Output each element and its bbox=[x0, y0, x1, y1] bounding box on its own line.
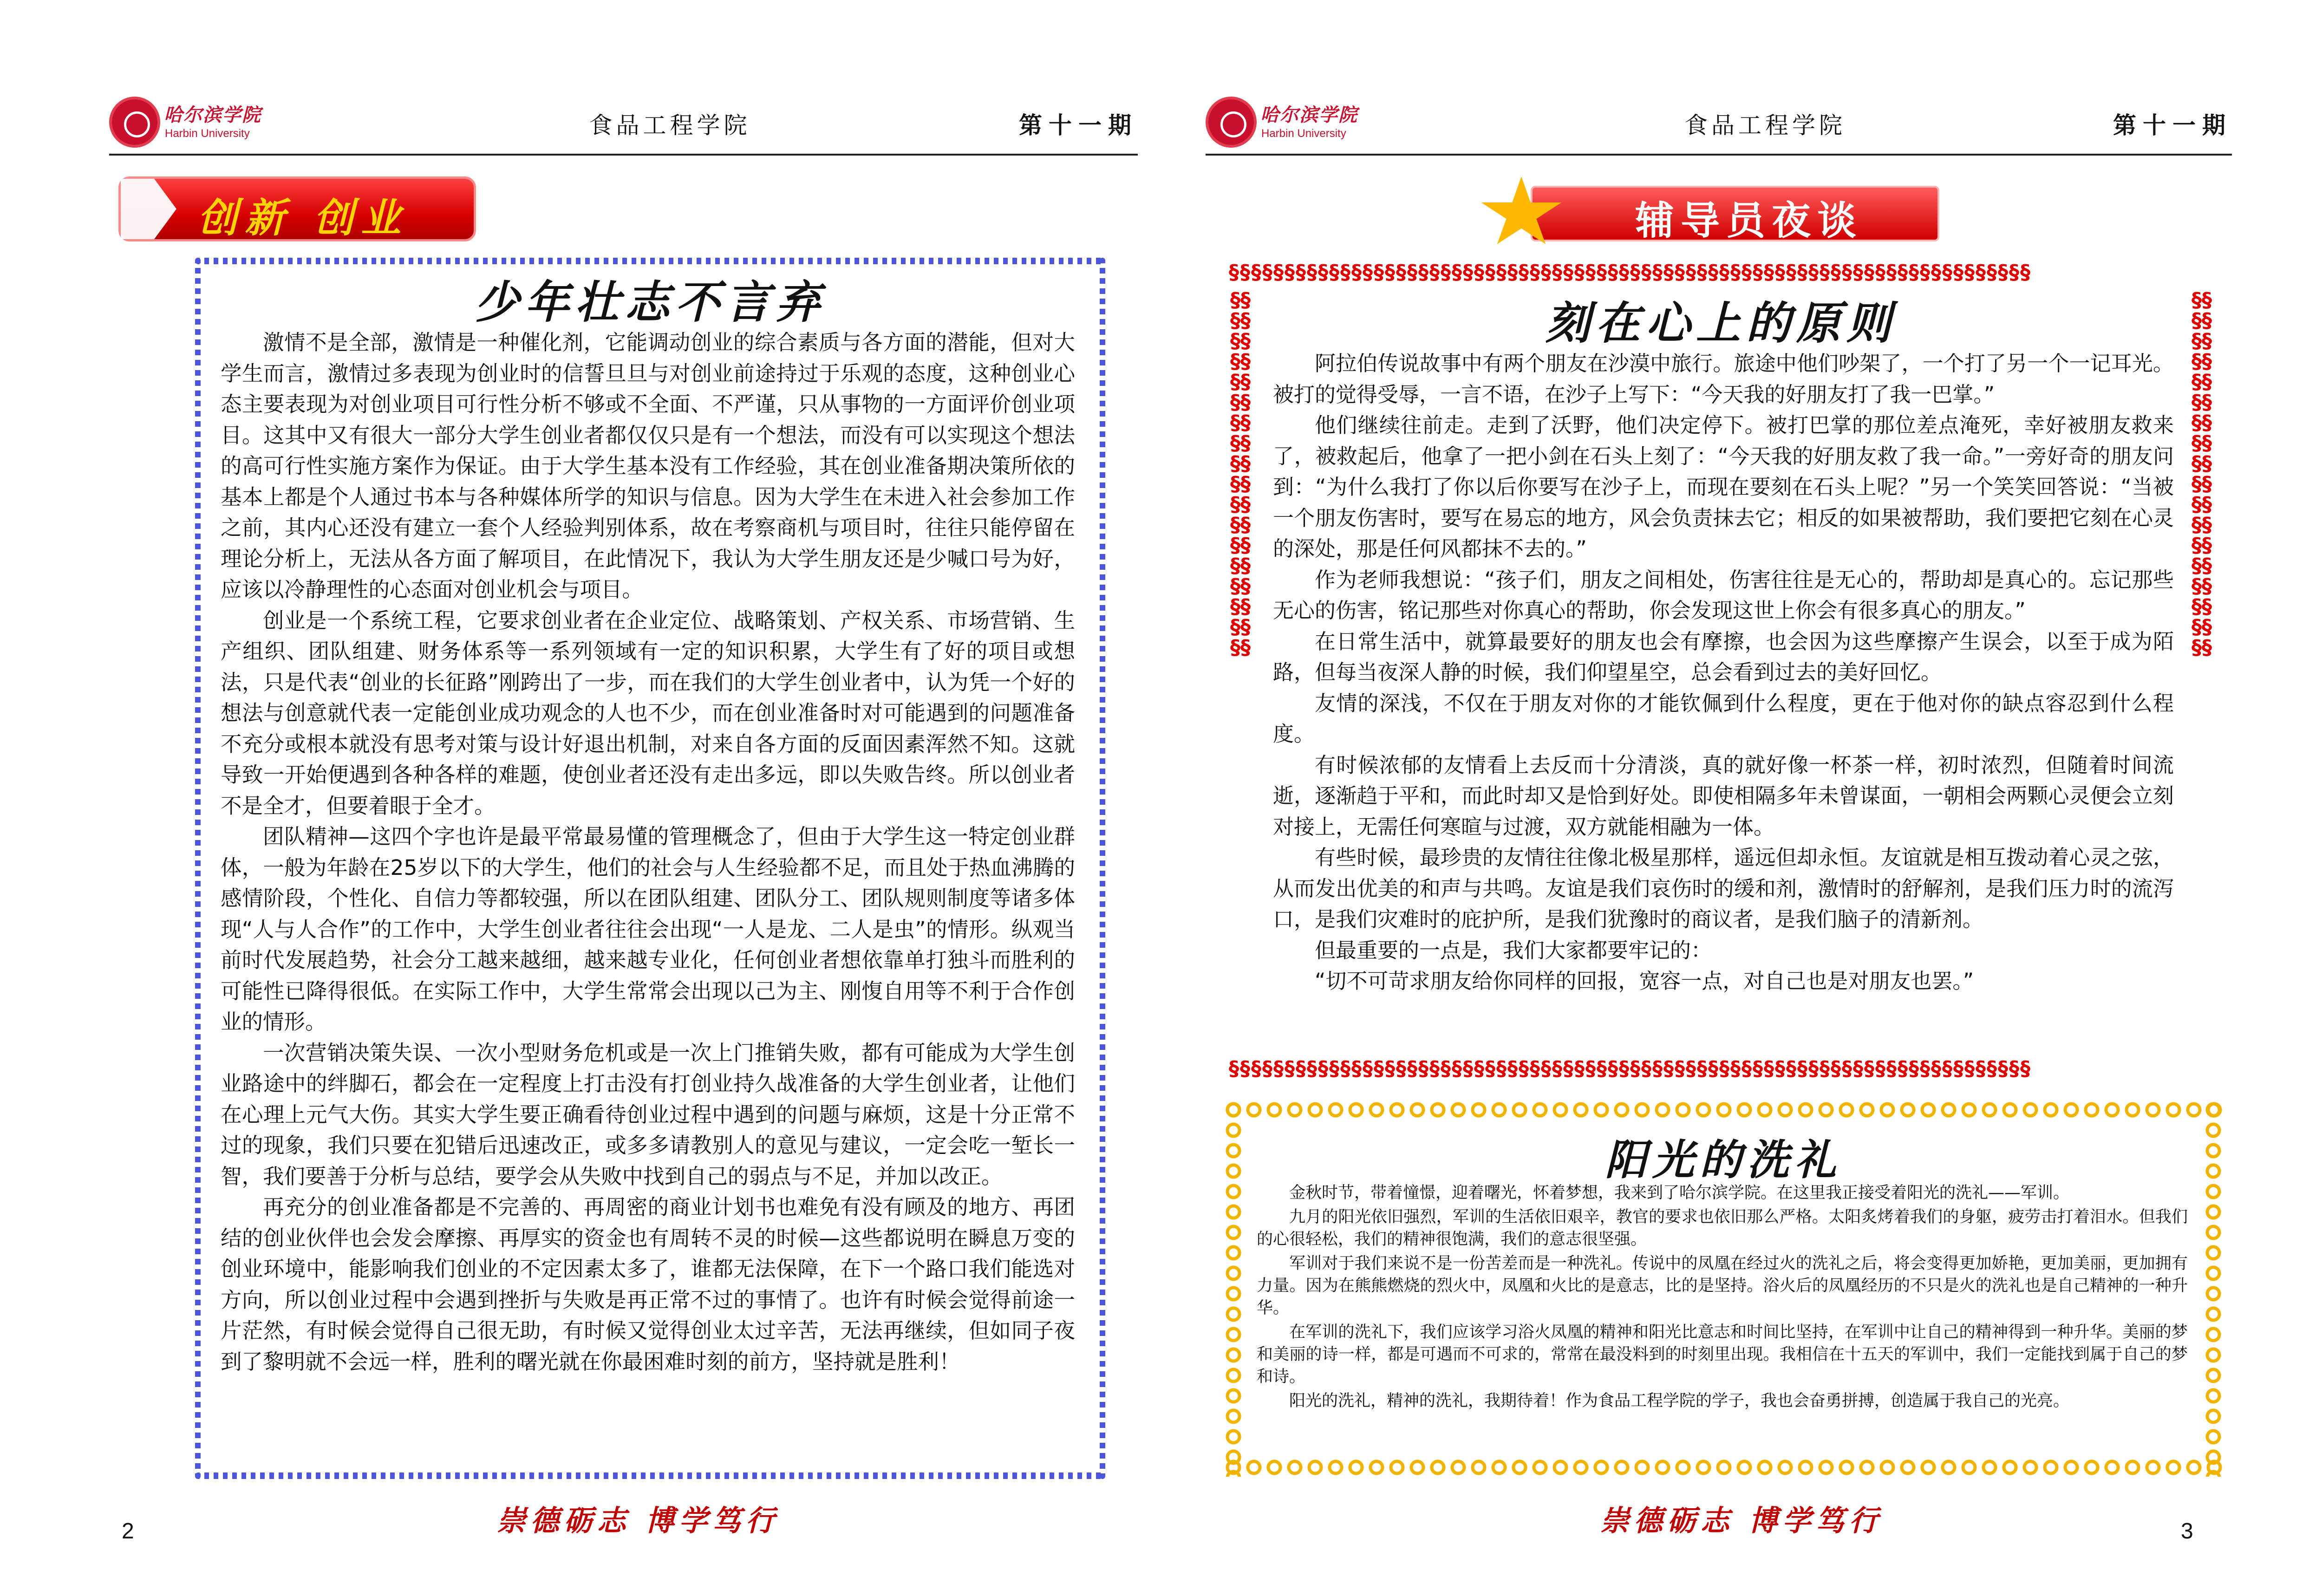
university-seal-icon bbox=[1206, 97, 1257, 148]
border-left: §§§§§§§§§§§§§§§§§§§§§§§§§§§§§§§§§§§§ bbox=[1230, 290, 1251, 659]
page-number: 3 bbox=[2181, 1519, 2193, 1544]
article-paragraph: “切不可苛求朋友给你同样的回报，宽容一点，对自己也是对朋友也罢。” bbox=[1315, 969, 1974, 993]
logo-chinese-name: 哈尔滨学院 bbox=[1260, 104, 1358, 126]
article-paragraph: 有些时候，最珍贵的友情往往像北极星那样，遥远但却永恒。友谊就是相互拨动着心灵之弦，从而发出优美的和声与共鸣。友谊是我们哀伤时的缓和剂，激情时的舒解剂，是我们压力时的流泻口，是我们灾难时的庇护所，是我们犹豫时的商议者，是我们脑子的清新剂。 bbox=[1273, 845, 2174, 932]
logo-english-name: Harbin University bbox=[1261, 127, 1346, 140]
article-box bbox=[195, 258, 1105, 1479]
article-paragraph: 友情的深浅，不仅在于朋友对你的才能钦佩到什么程度，更在于他对你的缺点容忍到什么程度。 bbox=[1273, 691, 2174, 746]
border-bottom bbox=[195, 1472, 1105, 1479]
article-paragraph: 一次营销决策失误、一次小型财务危机或是一次上门推销失败，都有可能成为大学生创业路途中的绊脚石，都会在一定程度上打击没有打创业持久战准备的大学生创业者，让他们在心理上元气大伤。其实大学生要正确看待创业过程中遇到的问题与麻烦，这是十分正常不过的现象，我们只要在犯错后迅速改正，或多多请教别人的意见与建议，一定会吃一堑长一智，我们要善于分析与总结，要学会从失败中找到自己的弱点与不足，并加以改正。 bbox=[221, 1040, 1075, 1189]
article-paragraph: 团队精神—这四个字也许是最平常最易懂的管理概念了，但由于大学生这一特定创业群体，一般为年龄在25岁以下的大学生，他们的社会与人生经验都不足，而且处于热血沸腾的感情阶段，个性化、自信力等都较强，所以在团队组建、团队分工、团队规则制度等诸多体现“人与人合作”的工作中，大学生创业者往往会出现“一人是龙、二人是虫”的情形。纵观当前时代发展趋势，社会分工越来越细，越来越专业化，任何创业者想依靠单打独斗而胜利的可能性已降得很低。在实际工作中，大学生常常会出现以己为主、刚愎自用等不利于合作创业的情形。 bbox=[221, 824, 1075, 1034]
school-name: 食品工程学院 bbox=[589, 112, 751, 139]
article-paragraph: 在日常生活中，就算最要好的朋友也会有摩擦，也会因为这些摩擦产生误会，以至于成为陌路，但每当夜深人静的时候，我们仰望星空，总会看到过去的美好回忆。 bbox=[1273, 629, 2174, 684]
article-title: 少年壮志不言弃 bbox=[475, 276, 826, 328]
article-box bbox=[1229, 262, 2213, 1082]
border-left bbox=[195, 258, 201, 1479]
issue-number: 第十一期 bbox=[1019, 112, 1138, 139]
article-paragraph: 阳光的洗礼，精神的洗礼，我期待着！作为食品工程学院的学子，我也会奋勇拼搏，创造属于我自己的光亮。 bbox=[1289, 1392, 2070, 1410]
page-number: 2 bbox=[122, 1519, 134, 1544]
section-banner bbox=[118, 176, 476, 241]
page-header bbox=[109, 93, 1138, 156]
issue-number: 第十一期 bbox=[2113, 112, 2232, 139]
border-right: §§§§§§§§§§§§§§§§§§§§§§§§§§§§§§§§§§§§ bbox=[2192, 290, 2212, 659]
footer-motto: 崇德砺志 博学笃行 bbox=[1600, 1504, 1883, 1537]
logo-english-name: Harbin University bbox=[165, 127, 250, 140]
border-right bbox=[1100, 258, 1105, 1479]
article-paragraph: 九月的阳光依旧强烈，军训的生活依旧艰辛，教官的要求也依旧那么严格。太阳炙烤着我们的身躯，疲劳击打着泪水。但我们的心很轻松，我们的精神很饱满，我们的意志很坚强。 bbox=[1257, 1208, 2188, 1249]
article-title: 刻在心上的原则 bbox=[1546, 297, 1897, 349]
article-paragraph: 他们继续往前走。走到了沃野，他们决定停下。被打巴掌的那位差点淹死，幸好被朋友救来了，被救起后，他拿了一把小剑在石头上刻了：“今天我的好朋友救了我一命。”一旁好奇的朋友问到：“为什么我打了你以后你要写在沙子上，而现在要刻在石头上呢？”另一个笑笑回答说：“当被一个朋友伤害时，要写在易忘的地方，风会负责抹去它；相反的如果被帮助，我们要把它刻在心灵的深处，那是任何风都抹不去的。” bbox=[1273, 413, 2174, 561]
article-paragraph: 创业是一个系统工程，它要求创业者在企业定位、战略策划、产权关系、市场营销、生产组织、团队组建、财务体系等一系列领域有一定的知识积累，大学生有了好的项目或想法，只是代表“创业的长征路”刚跨出了一步，而在我们的大学生创业者中，认为凭一个好的想法与创意就代表一定能创业成功观念的人也不少，而在创业准备时对可能遇到的问题准备不充分或根本就没有思考对策与设计好退出机制，对来自各方面的反面因素浑然不知。这就导致一开始便遇到各种各样的难题，使创业者还没有走出多远，即以失败告终。所以创业者不是全才，但要着眼于全才。 bbox=[221, 608, 1075, 818]
border-top bbox=[195, 258, 1105, 264]
school-name: 食品工程学院 bbox=[1684, 112, 1846, 139]
article-paragraph: 再充分的创业准备都是不完善的、再周密的商业计划书也难免有没有顾及的地方、再团结的创业伙伴也会发会摩擦、再厚实的资金也有周转不灵的时候—这些都说明在瞬息万变的创业环境中，能影响我们创业的不定因素太多了，谁都无法保障，在下一个路口我们能选对方向，所以创业过程中会遇到挫折与失败是再正常不过的事情了。也许有时候会觉得前途一片茫然，有时候会觉得自己很无助，有时候又觉得创业太过辛苦，无法再继续，但如同子夜到了黎明就不会远一样，胜利的曙光就在你最困难时刻的前方，坚持就是胜利！ bbox=[221, 1195, 1075, 1374]
border-bottom bbox=[1224, 1458, 2223, 1477]
article-paragraph: 金秋时节，带着憧憬，迎着曙光，怀着梦想，我来到了哈尔滨学院。在这里我正接受着阳光的洗礼——军训。 bbox=[1289, 1184, 2070, 1202]
article-paragraph: 在军训的洗礼下，我们应该学习浴火凤凰的精神和阳光比意志和时间比坚持，在军训中让自己的精神得到一种升华。美丽的梦和美丽的诗一样，都是可遇而不可求的，常常在最没料到的时刻里出现。我相信在十五天的军训中，我们一定能找到属于自己的梦和诗。 bbox=[1257, 1323, 2188, 1386]
article-paragraph: 激情不是全部，激情是一种催化剂，它能调动创业的综合素质与各方面的潜能，但对大学生而言，激情过多表现为创业时的信誓旦旦与对创业前途持过于乐观的态度，这种创业心态主要表现为对创业项目可行性分析不够或不全面、不严谨，只从事物的一方面评价创业项目。这其中又有很大一部分大学生创业者都仅仅只是有一个想法，而没有可以实现这个想法的高可行性实施方案作为保证。由于大学生基本没有工作经验，其在创业准备期决策所依的基本上都是个人通过书本与各种媒体所学的知识与信息。因为大学生在未进入社会参加工作之前，其内心还没有建立一套个人经验判别体系，故在考察商机与项目时，往往只能停留在理论分析上，无法从各方面了解项目，在此情况下，我认为大学生朋友还是少喊口号为好，应该以冷静理性的心态面对创业机会与项目。 bbox=[221, 330, 1075, 602]
border-top: §§§§§§§§§§§§§§§§§§§§§§§§§§§§§§§§§§§§§§§§§§§§§§§§§§§§§§§§§§§§§§§§§§§§§§§§ bbox=[1229, 262, 2031, 284]
logo-chinese-name: 哈尔滨学院 bbox=[164, 104, 261, 126]
article-paragraph: 有时候浓郁的友情看上去反而十分清淡，真的就好像一杯茶一样，初时浓烈，但随着时间流逝，逐渐趋于平和，而此时却又是恰到好处。即使相隔多年未曾谋面，一朝相会两颗心灵便会立刻对接上，无需任何寒暄与过渡，双方就能相融为一体。 bbox=[1273, 752, 2174, 839]
article-body bbox=[221, 327, 1075, 1377]
header-rule bbox=[1206, 154, 2232, 156]
university-seal-icon bbox=[109, 97, 160, 148]
border-top bbox=[1224, 1101, 2223, 1119]
page-right bbox=[1168, 0, 2322, 1596]
article-paragraph: 作为老师我想说：“孩子们，朋友之间相处，伤害往往是无心的，帮助却是真心的。忘记那些无心的伤害，铭记那些对你真心的帮助，你会发现这世上你会有很多真心的朋友。” bbox=[1273, 567, 2174, 623]
article-body bbox=[1257, 1182, 2188, 1414]
article-box bbox=[1224, 1101, 2223, 1477]
section-banner bbox=[1480, 176, 1944, 246]
footer-motto: 崇德砺志 博学笃行 bbox=[497, 1504, 779, 1537]
page-header bbox=[1206, 93, 2232, 156]
article-paragraph: 军训对于我们来说不是一份苦差而是一种洗礼。传说中的凤凰在经过火的洗礼之后，将会变得更加娇艳，更加美丽，更加拥有力量。因为在熊熊燃烧的烈火中，凤凰和火比的是意志，比的是坚持。浴火后的凤凰经历的不只是火的洗礼也是自己精神的一种升华。 bbox=[1257, 1254, 2188, 1317]
border-bottom: §§§§§§§§§§§§§§§§§§§§§§§§§§§§§§§§§§§§§§§§§§§§§§§§§§§§§§§§§§§§§§§§§§§§§§§§ bbox=[1229, 1059, 2031, 1081]
article-paragraph: 阿拉伯传说故事中有两个朋友在沙漠中旅行。旅途中他们吵架了，一个打了另一个一记耳光。被打的觉得受辱，一言不语，在沙子上写下：“今天我的好朋友打了我一巴掌。” bbox=[1273, 351, 2174, 407]
article-paragraph: 但最重要的一点是，我们大家都要牢记的： bbox=[1315, 938, 1712, 963]
section-banner-label: 辅导员夜谈 bbox=[1635, 197, 1863, 243]
article-title: 阳光的洗礼 bbox=[1605, 1135, 1842, 1185]
section-banner-label: 创新 创业 bbox=[197, 195, 408, 241]
article-body bbox=[1273, 348, 2174, 997]
header-rule bbox=[109, 154, 1138, 156]
